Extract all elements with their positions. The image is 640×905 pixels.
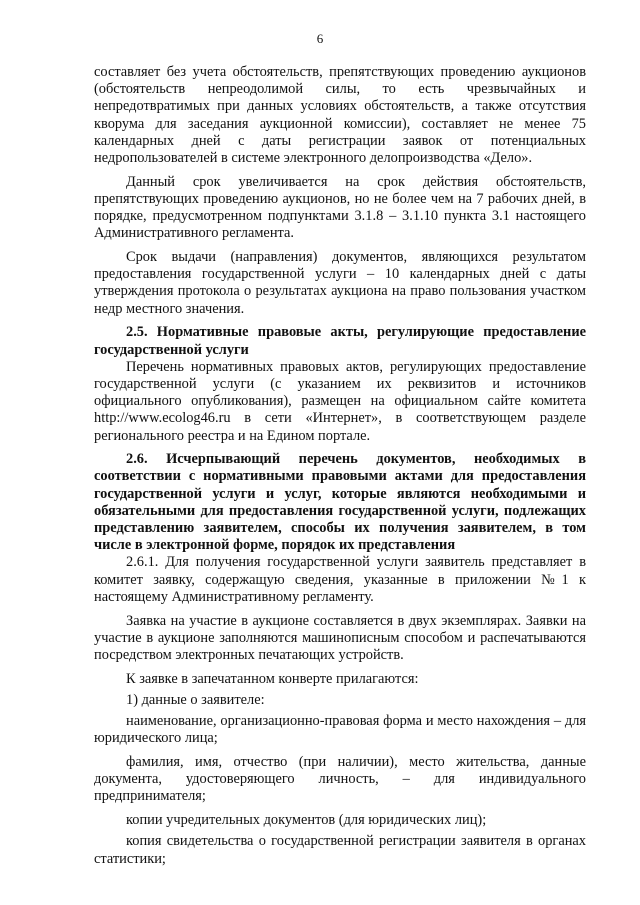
paragraph-deadline-extension: Данный срок увеличивается на срок действия обстоятельств, препятствующих проведению аукционов, но не более чем на 7 рабочих дней, в порядке, предусмотренном подпунктами 3.1.8 – 3.1.10 пункта 3.1 настоящего Административного регламента.	[94, 173, 586, 242]
paragraph-deadline-continuation: составляет без учета обстоятельств, препятствующих проведению аукционов (обстоятельств непреодолимой силы, то есть чрезвычайных и непредотвратимых при данных условиях обстоятельств, а также отсутствия кворума для заседания аукционной комиссии), составляет не менее 75 календарных дней с даты регистрации заявок от потенциальных недропользователей в системе электронного делопроизводства «Дело».	[94, 64, 586, 167]
list-item-legal-entity-name: наименование, организационно-правовая форма и место нахождения – для юридического лица;	[94, 713, 586, 747]
section-heading-2-5: 2.5. Нормативные правовые акты, регулирующие предоставление государственной услуги	[94, 324, 586, 358]
list-item-founding-documents: копии учредительных документов (для юридических лиц);	[126, 812, 487, 829]
list-item-individual-data: фамилия, имя, отчество (при наличии), место жительства, данные документа, удостоверяющего личность, – для индивидуального предпринимателя;	[94, 754, 586, 805]
paragraph-attachments-intro: К заявке в запечатанном конверте прилагаются:	[126, 670, 419, 687]
list-item-registration-certificate: копия свидетельства о государственной регистрации заявителя в органах статистики;	[94, 833, 586, 867]
page-number: 6	[316, 31, 324, 46]
document-body	[94, 64, 586, 874]
paragraph-legal-acts-list: Перечень нормативных правовых актов, регулирующих предоставление государственной услуги (с указанием их реквизитов и источников официального опубликования), размещен на официальном сайте комитета http://www.ecolog46.ru в сети «Интернет», в соответствующем разделе регионального реестра и на Едином портале.	[94, 358, 586, 444]
paragraph-issuance-deadline: Срок выдачи (направления) документов, являющихся результатом предоставления государственной услуги – 10 календарных дней с даты утверждения протокола о результатах аукциона на право пользования участком недр местного значения.	[94, 249, 586, 317]
section-heading-2-6: 2.6. Исчерпывающий перечень документов, необходимых в соответствии с нормативными правовыми актами для предоставления государственной услуги и услуг, которые являются необходимыми и обязательными для предоставления государственной услуги, подлежащих представлению заявителем, способы их получения заявителем, в том числе в электронной форме, порядок их представления	[94, 451, 586, 554]
paragraph-2-6-1: 2.6.1. Для получения государственной услуги заявитель представляет в комитет заявку, содержащую сведения, указанные в приложении №1 к настоящему Административному регламенту.	[94, 554, 586, 605]
list-item-applicant-data: 1) данные о заявителе:	[126, 691, 265, 708]
paragraph-application-copies: Заявка на участие в аукционе составляется в двух экземплярах. Заявки на участие в аукционе заполняются машинописным способом и распечатываются посредством электронных печатающих устройств.	[94, 612, 586, 663]
